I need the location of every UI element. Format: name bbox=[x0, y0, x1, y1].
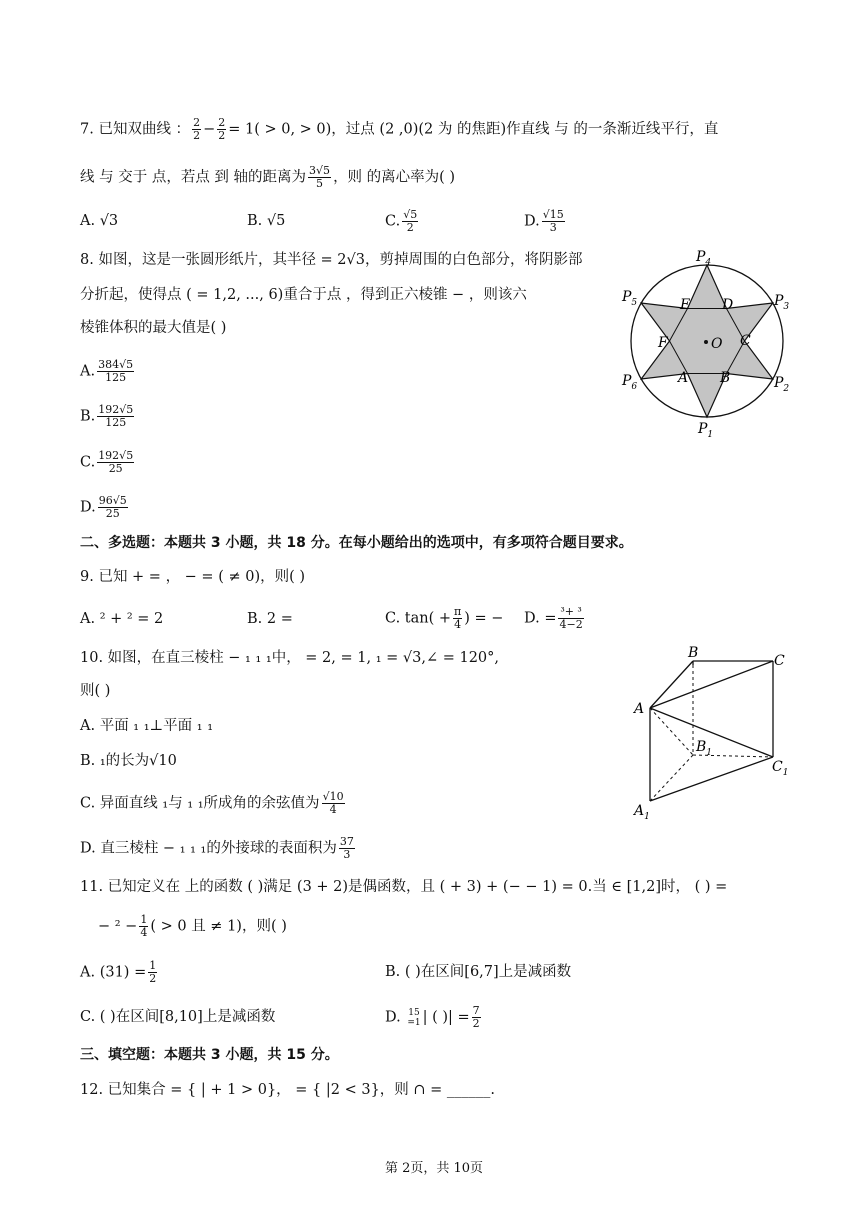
q9-line1: 9. 已知 + = ， − = ( ≠ 0)，则( ) bbox=[80, 569, 306, 585]
section-2-heading: 二、多选题：本题共 3 小题，共 18 分。在每小题给出的选项中，有多项符合题目要求。 bbox=[80, 535, 633, 551]
q8-label-p1: $P_1$ bbox=[698, 421, 714, 440]
q8-label-b: B bbox=[720, 370, 731, 386]
q9-option-b: B. 2 = bbox=[247, 611, 293, 627]
q8-option-a: A. $\frac{384√5}{125}$ bbox=[80, 358, 134, 384]
q8-option-d: D. $\frac{96√5}{25}$ bbox=[80, 494, 127, 520]
q10-label-b1: $B_1$ bbox=[696, 739, 713, 758]
q11-option-b: B. ( )在区间[6,7]上是减函数 bbox=[385, 964, 572, 980]
q8-label-p3: $P_3$ bbox=[774, 293, 790, 312]
q10-line2: 则( ) bbox=[80, 683, 111, 699]
q8-label-e: E bbox=[680, 297, 691, 313]
q10-label-c: C bbox=[774, 653, 785, 669]
q10-option-c: C. 异面直线 ₁与 ₁ ₁所成角的余弦值为 $\frac{√10}{4}$ bbox=[80, 790, 344, 816]
q12-line1: 12. 已知集合 = { | + 1 > 0}， = { |2 < 3}，则 ∩ = ______. bbox=[80, 1082, 496, 1098]
q11-option-d: D. 15 =1 | ( )| = $\frac{7}{2}$ bbox=[385, 1004, 480, 1030]
q9-option-d: D. = $\frac{\text{³+ ³}}{4-2}$ bbox=[524, 605, 583, 631]
q8-label-p6: $P_6$ bbox=[622, 373, 638, 392]
q8-label-p4: $P_4$ bbox=[696, 249, 712, 268]
q8-label-p5: $P_5$ bbox=[622, 289, 638, 308]
q8-option-c: C. $\frac{192√5}{25}$ bbox=[80, 449, 134, 475]
q10-option-a: A. 平面 ₁ ₁⊥平面 ₁ ₁ bbox=[80, 718, 214, 734]
page-footer: 第 2页，共 10页 bbox=[384, 1161, 484, 1176]
q7-option-b: B. √5 bbox=[247, 213, 286, 229]
q8-center-dot bbox=[704, 340, 708, 344]
q10-option-d: D. 直三棱柱 − ₁ ₁ ₁的外接球的表面积为 $\frac{37}{3}$ bbox=[80, 835, 354, 861]
q7-text4: ，则 的离心率为( ) bbox=[333, 169, 456, 186]
q7-frac2: $\frac{2}{2}$ bbox=[218, 116, 226, 142]
q10-label-c1: $C_1$ bbox=[772, 759, 789, 778]
q7-line2 bbox=[80, 165, 455, 190]
q7-minus: − bbox=[203, 121, 216, 138]
q7-text2: = 1( > 0, > 0)，过点 (2 ,0)(2 为 的焦距)作直线 与 的一条渐近线平行，直 bbox=[228, 121, 719, 138]
q7-frac3: $\frac{3√5}{5}$ bbox=[309, 164, 331, 190]
q10-option-b: B. ₁的长为√10 bbox=[80, 753, 177, 769]
q8-label-a: A bbox=[678, 370, 689, 386]
q8-label-o: O bbox=[711, 336, 723, 352]
q8-line3: 棱锥体积的最大值是( ) bbox=[80, 320, 227, 336]
q8-label-c: C bbox=[740, 333, 751, 349]
q7-option-d: D. $\frac{√15}{3}$ bbox=[524, 208, 564, 234]
q9-option-a: A. ² + ² = 2 bbox=[80, 611, 164, 627]
q8-line2: 分折起，使得点 ( = 1,2, ..., 6)重合于点 ，得到正六棱锥 − ，则该六 bbox=[80, 287, 527, 303]
q11-option-a: A. (31) = $\frac{1}{2}$ bbox=[80, 959, 157, 985]
q10-label-a1: $A_1$ bbox=[634, 803, 650, 820]
q10-line1: 10. 如图，在直三棱柱 − ₁ ₁ ₁中， = 2, = 1, ₁ = √3,∠ = 120°, bbox=[80, 650, 500, 666]
q11-line2: − ² − $\frac{1}{4}$ ( > 0 且 ≠ 1)，则( ) bbox=[98, 913, 287, 939]
q7-text3: 线 与 交于 点，若点 到 轴的距离为 bbox=[80, 169, 307, 186]
q7-option-a: A. √3 bbox=[80, 213, 119, 229]
q7-frac1: $\frac{2}{2}$ bbox=[193, 116, 201, 142]
q9-option-c: C. tan( + $\frac{\pi}{4}$ ) = − bbox=[385, 605, 504, 631]
q8-label-f: F bbox=[658, 335, 668, 351]
q11-option-c: C. ( )在区间[8,10]上是减函数 bbox=[80, 1009, 276, 1025]
q8-option-b: B. $\frac{192√5}{125}$ bbox=[80, 403, 134, 429]
q7-option-c: C. $\frac{√5}{2}$ bbox=[385, 208, 418, 234]
q8-line1: 8. 如图，这是一张圆形纸片，其半径 = 2√3，剪掉周围的白色部分，将阴影部 bbox=[80, 252, 583, 268]
q8-label-d: D bbox=[722, 297, 734, 313]
q10-prism-figure bbox=[630, 645, 800, 820]
q8-hexagram-figure bbox=[620, 245, 800, 440]
q7-text: 7. 已知双曲线 ： bbox=[80, 121, 191, 138]
q7-line1 bbox=[80, 117, 718, 142]
q11-line1: 11. 已知定义在 上的函数 ( )满足 (3 + 2)是偶函数，且 ( + 3) + (− − 1) = 0.当 ∈ [1,2]时， ( ) = bbox=[80, 879, 728, 895]
section-3-heading: 三、填空题：本题共 3 小题，共 15 分。 bbox=[80, 1047, 339, 1063]
q10-label-b: B bbox=[688, 645, 699, 661]
q8-label-p2: $P_2$ bbox=[774, 375, 790, 394]
q10-label-a: A bbox=[634, 701, 645, 717]
